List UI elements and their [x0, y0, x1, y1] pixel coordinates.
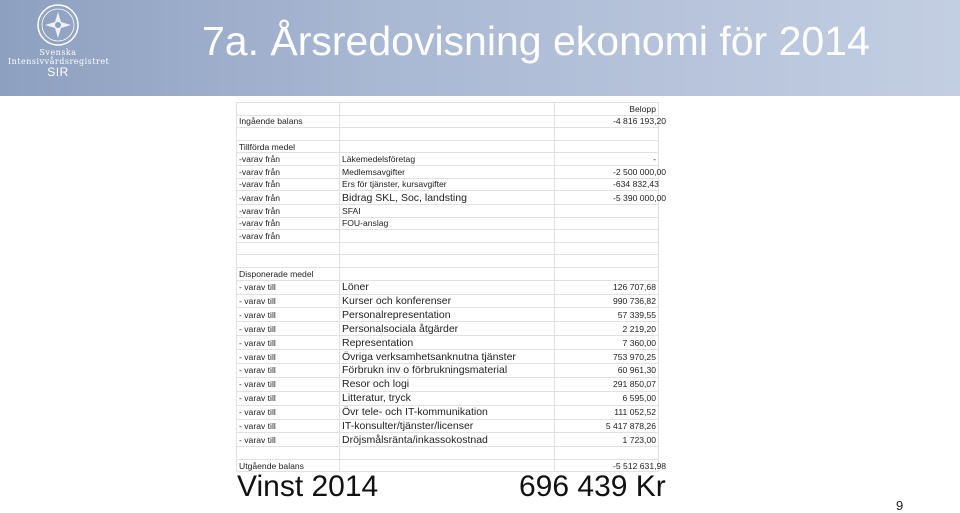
logo-line-2: Intensivvårdsregistret [8, 57, 110, 66]
row-label: - varav till [237, 294, 340, 308]
row-description [340, 230, 555, 243]
amount-value: 2 219,20 [622, 323, 656, 334]
empty-cell [340, 268, 555, 281]
budget-table [236, 102, 667, 472]
empty-cell [555, 255, 659, 268]
amount-value: 1 723,00 [622, 434, 656, 445]
amount-value: 990 736,82 [612, 295, 656, 306]
row-description: Läkemedelsföretag [340, 153, 555, 166]
empty-cell [237, 447, 340, 460]
row-description: Löner [340, 280, 555, 294]
table-row [237, 217, 659, 230]
table-row [237, 336, 659, 350]
row-description: Resor och logi [340, 377, 555, 391]
amount-cell [555, 294, 659, 308]
amount-value: 4 816 193,20 [615, 116, 667, 127]
title-banner [0, 0, 960, 96]
empty-cell [340, 255, 555, 268]
row-description: IT-konsulter/tjänster/licenser [340, 419, 555, 433]
table-row [237, 377, 659, 391]
logo-line-1: Svenska [39, 48, 77, 57]
amount-cell [555, 350, 659, 364]
row-label: - varav till [237, 363, 340, 377]
empty-cell [340, 140, 555, 153]
amount-value: 291 850,07 [612, 379, 656, 390]
row-description: Personalrepresentation [340, 308, 555, 322]
blank-row [237, 255, 659, 268]
amount-cell [555, 165, 667, 178]
amount-cell [555, 153, 659, 166]
amount-value: 5 417 878,26 [605, 420, 656, 431]
amount-value: 60 961,30 [617, 365, 656, 376]
row-description: Förbrukn inv o förbrukningsmaterial [340, 363, 555, 377]
row-label: -varav från [237, 178, 340, 191]
section-heading-row [237, 268, 659, 281]
row-description: Litteratur, tryck [340, 391, 555, 405]
amount-value: 57 339,55 [617, 309, 656, 320]
amount-cell [555, 280, 659, 294]
row-description: Ers för tjänster, kursavgifter [340, 178, 555, 191]
table-row [237, 391, 659, 405]
sir-emblem-icon [35, 2, 81, 48]
table-row [237, 191, 659, 205]
table-row [237, 350, 659, 364]
row-label: - varav till [237, 377, 340, 391]
page-title: 7a. Årsredovisning ekonomi för 2014 [202, 18, 870, 64]
empty-cell [340, 447, 555, 460]
logo-line-3: SIR [47, 65, 69, 79]
amount-cell [555, 322, 659, 336]
amount-value: 5 512 631,98 [615, 460, 667, 471]
section-heading: Tillförda medel [237, 140, 340, 153]
header-row [237, 103, 659, 116]
empty-cell [340, 115, 555, 128]
section-heading-row [237, 140, 659, 153]
row-label: -varav från [237, 230, 340, 243]
table-row [237, 153, 659, 166]
amount-cell [555, 115, 667, 128]
amount-cell [555, 391, 659, 405]
opening-balance-row [237, 115, 659, 128]
blank-row [237, 128, 659, 141]
row-description: Övr tele- och IT-kommunikation [340, 405, 555, 419]
column-header: Belopp [555, 103, 659, 116]
row-description: Medlemsavgifter [340, 165, 555, 178]
table-row [237, 280, 659, 294]
row-label: Utgående balans [237, 459, 340, 472]
amount-cell [555, 217, 659, 230]
page-number: 9 [896, 498, 904, 513]
row-description: SFAI [340, 205, 555, 218]
table-row [237, 230, 659, 243]
amount-value: 634 832,43 [615, 179, 659, 190]
row-description: Representation [340, 336, 555, 350]
amount-value: 753 970,25 [612, 351, 656, 362]
blank-row [237, 242, 659, 255]
amount-cell [555, 191, 667, 205]
amount-value: 111 052,52 [614, 407, 656, 418]
profit-value: 696 439 Kr [519, 470, 666, 503]
amount-cell [555, 433, 659, 447]
empty-cell [237, 103, 340, 116]
empty-cell [555, 242, 659, 255]
table-row [237, 322, 659, 336]
amount-value: 126 707,68 [612, 282, 656, 293]
row-label: -varav från [237, 191, 340, 205]
row-label: - varav till [237, 419, 340, 433]
table-row [237, 294, 659, 308]
profit-label: Vinst 2014 [237, 470, 379, 503]
amount-sign: - [613, 116, 616, 127]
row-description: Övriga verksamhetsanknutna tjänster [340, 350, 555, 364]
row-label: - varav till [237, 322, 340, 336]
amount-sign: - [613, 460, 616, 471]
amount-value: 5 390 000,00 [615, 192, 667, 203]
row-label: - varav till [237, 405, 340, 419]
row-label: - varav till [237, 336, 340, 350]
table-row [237, 363, 659, 377]
row-description: Personalsociala åtgärder [340, 322, 555, 336]
empty-cell [237, 242, 340, 255]
table-row [237, 433, 659, 447]
table-row [237, 419, 659, 433]
row-label: -varav från [237, 217, 340, 230]
amount-cell [555, 205, 659, 218]
amount-cell [555, 230, 659, 243]
row-label: - varav till [237, 433, 340, 447]
empty-cell [555, 128, 659, 141]
row-description: Dröjsmålsränta/inkassokostnad [340, 433, 555, 447]
amount-sign: - [613, 166, 616, 177]
amount-cell [555, 419, 659, 433]
amount-sign: - [613, 192, 616, 203]
amount-value: 6 595,00 [622, 393, 656, 404]
amount-cell [555, 336, 659, 350]
amount-cell [555, 405, 659, 419]
amount-cell [555, 178, 659, 191]
row-label: - varav till [237, 391, 340, 405]
row-label: Ingående balans [237, 115, 340, 128]
row-description: Bidrag SKL, Soc, landsting [340, 191, 555, 205]
row-label: - varav till [237, 308, 340, 322]
amount-value: 7 360,00 [622, 337, 656, 348]
row-label: -varav från [237, 205, 340, 218]
row-label: - varav till [237, 350, 340, 364]
amount-cell [555, 308, 659, 322]
empty-cell [340, 103, 555, 116]
amount-value: 2 500 000,00 [615, 166, 667, 177]
empty-cell [555, 268, 659, 281]
row-label: - varav till [237, 280, 340, 294]
empty-cell [237, 255, 340, 268]
row-description: Kurser och konferenser [340, 294, 555, 308]
empty-cell [340, 242, 555, 255]
table-row [237, 405, 659, 419]
sir-logo [8, 2, 108, 92]
table-row [237, 165, 659, 178]
amount-sign: - [613, 179, 616, 190]
amount-cell [555, 363, 659, 377]
blank-row [237, 447, 659, 460]
amount-value: - [653, 154, 656, 165]
amount-cell [555, 377, 659, 391]
empty-cell [237, 128, 340, 141]
row-label: -varav från [237, 165, 340, 178]
row-label: -varav från [237, 153, 340, 166]
empty-cell [555, 447, 659, 460]
table-row [237, 308, 659, 322]
table-row [237, 205, 659, 218]
table-row [237, 178, 659, 191]
section-heading: Disponerade medel [237, 268, 340, 281]
row-description: FOU-anslag [340, 217, 555, 230]
empty-cell [340, 128, 555, 141]
empty-cell [555, 140, 659, 153]
